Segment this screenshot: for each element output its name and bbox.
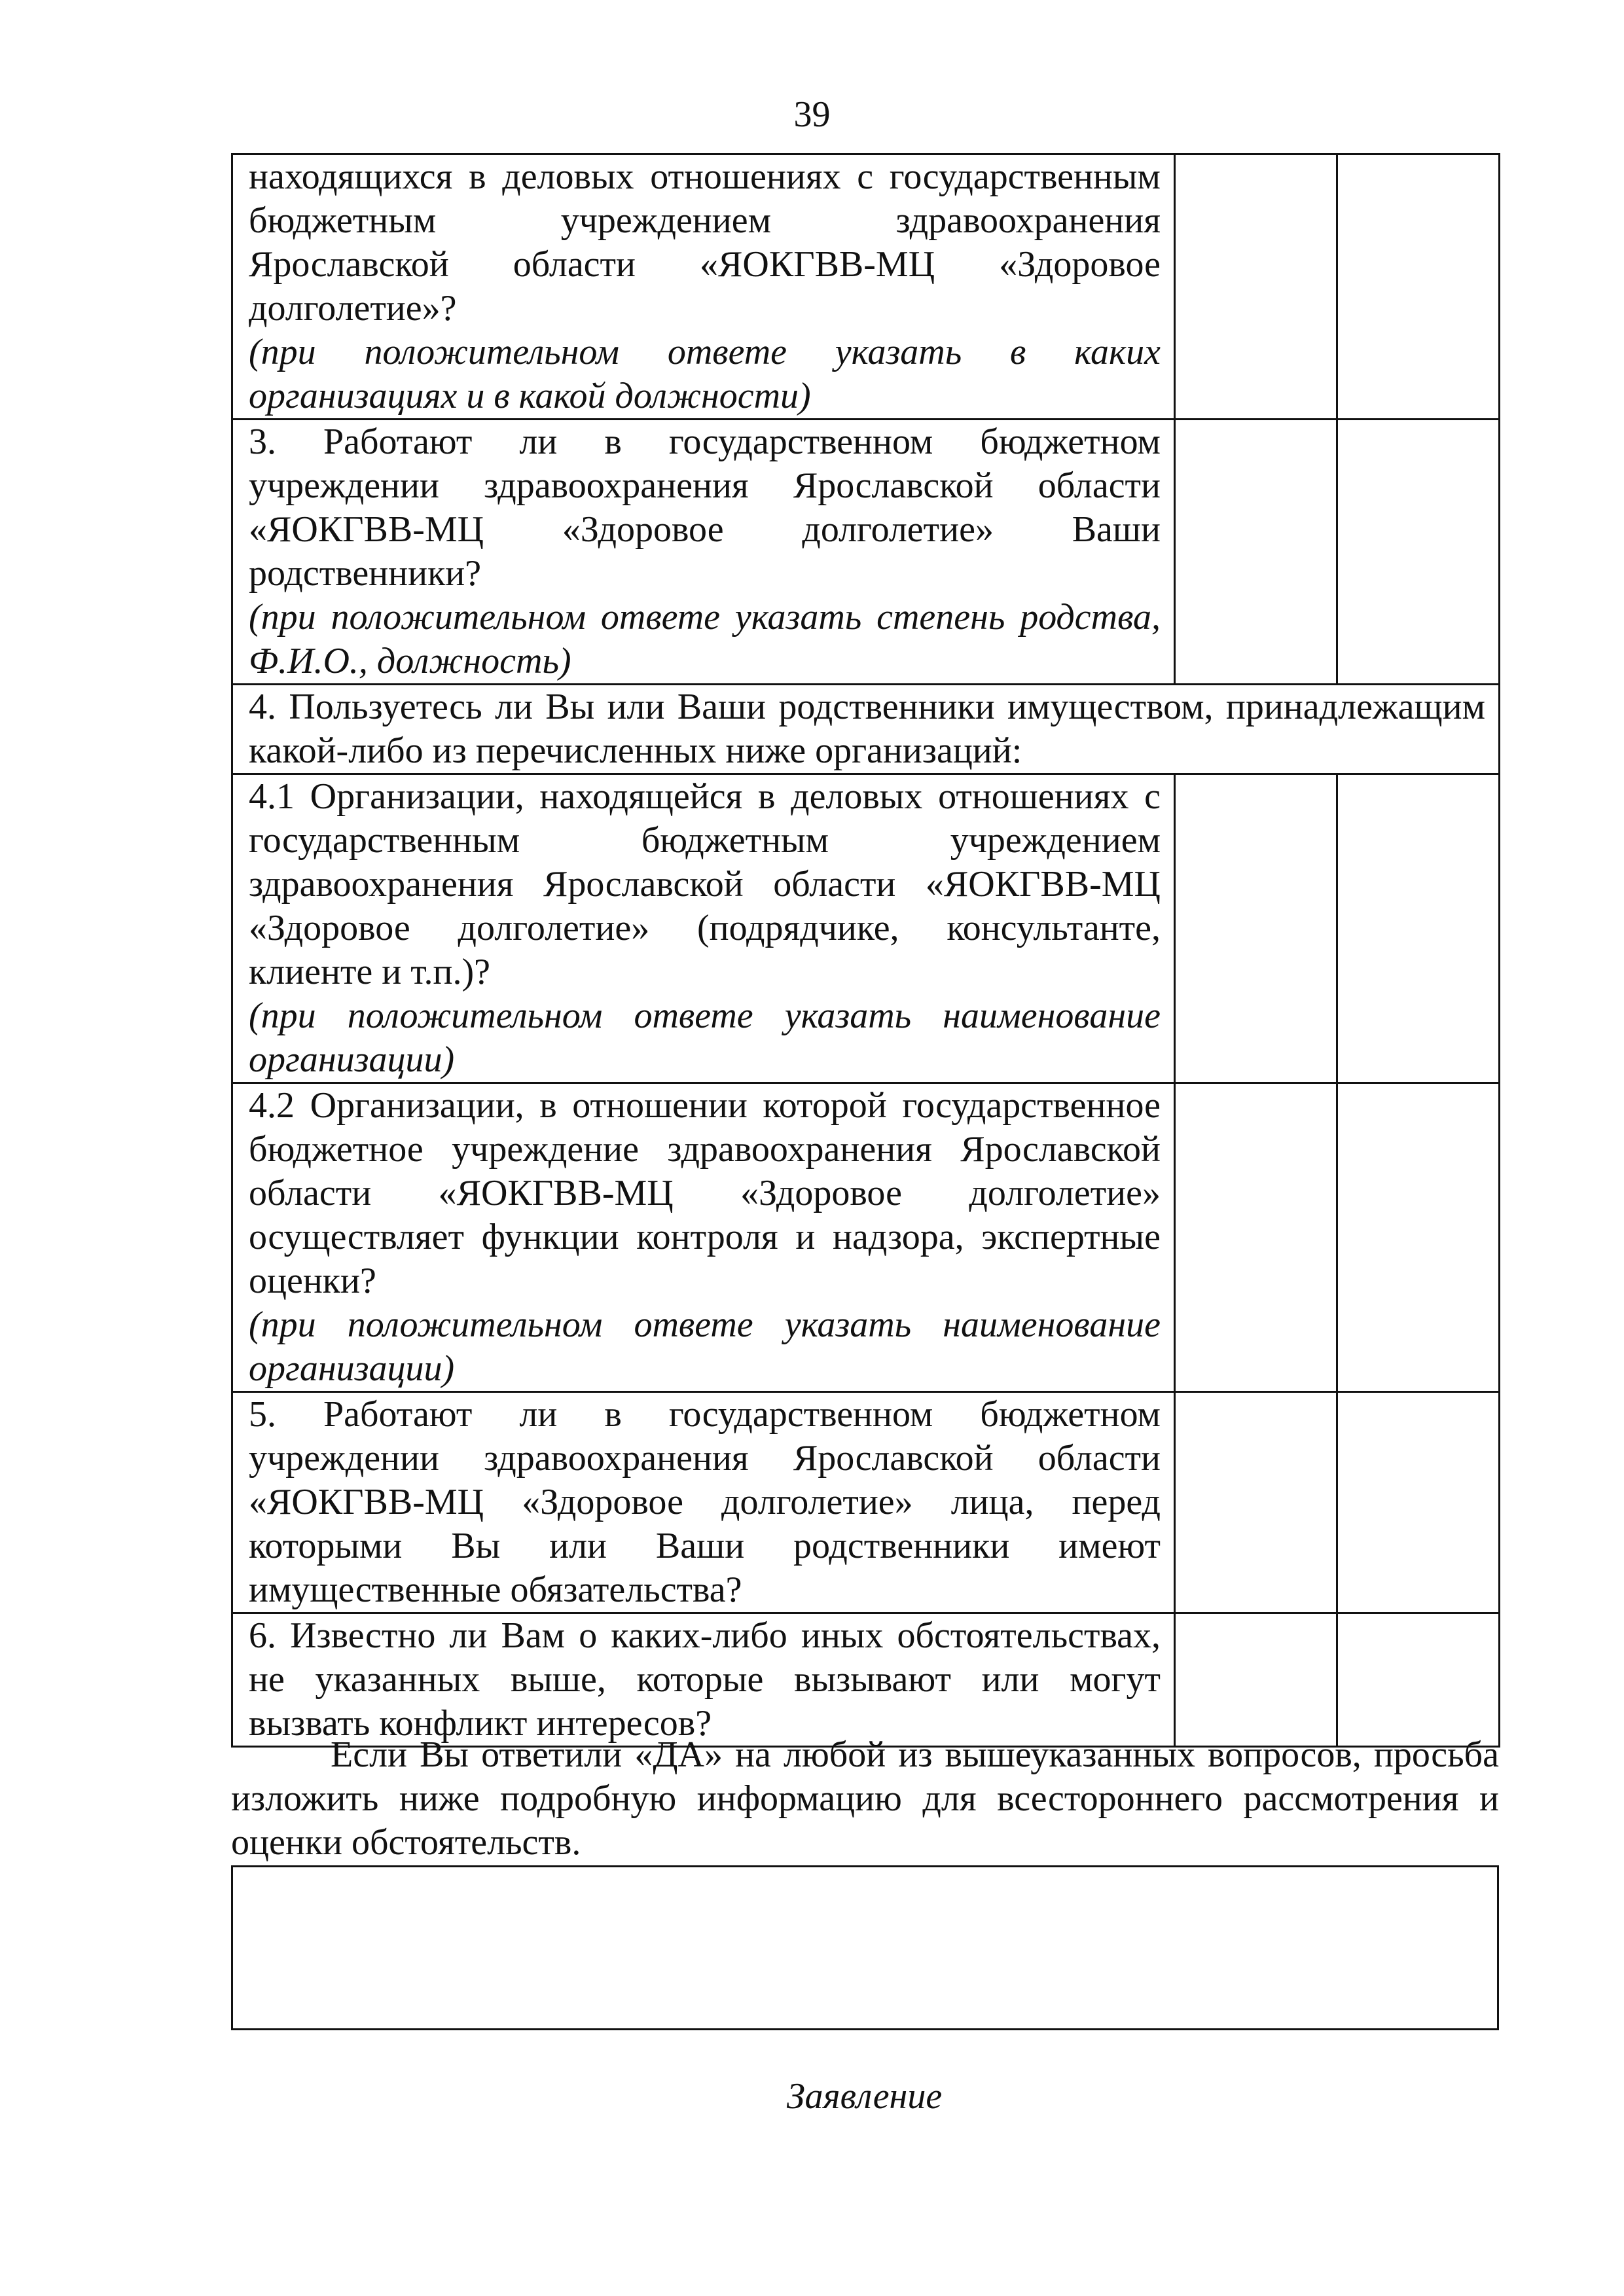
details-input-box[interactable] — [231, 1865, 1499, 2030]
question-line: учреждении здравоохранения Ярославской области — [249, 465, 1161, 506]
answer-cell-no[interactable] — [1337, 1392, 1500, 1613]
question-line: 4. Пользуетесь ли Вы или Ваши родственники имуществом, принадлежащим — [249, 687, 1485, 727]
question-line: 4.1 Организации, находящейся в деловых отношениях с — [249, 776, 1161, 817]
question-line: не указанных выше, которые вызывают или могут — [249, 1659, 1161, 1700]
question-line: 4.2 Организации, в отношении которой государственное — [249, 1085, 1161, 1126]
question-line: осуществляет функции контроля и надзора, экспертные — [249, 1217, 1161, 1257]
question-note-line: организации) — [249, 1039, 455, 1080]
question-line: 5. Работают ли в государственном бюджетном — [249, 1394, 1161, 1435]
question-cell — [232, 1392, 1175, 1613]
question-line: 6. Известно ли Вам о каких-либо иных обстоятельствах, — [249, 1615, 1161, 1656]
question-cell — [232, 1613, 1175, 1747]
question-note-line: организациях и в какой должности) — [249, 376, 811, 416]
instruction-paragraph — [231, 1733, 1499, 1865]
paragraph-line: Если Вы ответили «ДА» на любой из вышеуказанных вопросов, просьба — [331, 1734, 1499, 1775]
question-cell — [232, 685, 1500, 774]
question-line: «ЯОКГВВ-МЦ «Здоровое долголетие» лица, перед — [249, 1482, 1161, 1522]
question-line: 3. Работают ли в государственном бюджетном — [249, 422, 1161, 462]
table-row — [232, 774, 1500, 1083]
answer-cell-yes[interactable] — [1175, 1083, 1337, 1392]
question-line: имущественные обязательства? — [249, 1570, 742, 1610]
closing-title: Заявление — [786, 2076, 943, 2117]
question-line: бюджетным учреждением здравоохранения — [249, 200, 1161, 241]
answer-cell-no[interactable] — [1337, 154, 1500, 420]
answer-cell-yes[interactable] — [1175, 774, 1337, 1083]
answer-cell-yes[interactable] — [1175, 1613, 1337, 1747]
question-note-line: (при положительном ответе указать в каких — [249, 332, 1161, 372]
question-note-line: организации) — [249, 1348, 455, 1389]
question-note-line: Ф.И.О., должность) — [249, 641, 571, 681]
question-cell — [232, 774, 1175, 1083]
table-row — [232, 154, 1500, 420]
question-line: которыми Вы или Ваши родственники имеют — [249, 1526, 1161, 1566]
table-row — [232, 1613, 1500, 1747]
question-line: Ярославской области «ЯОКГВВ-МЦ «Здоровое — [249, 244, 1161, 285]
question-line: клиенте и т.п.)? — [249, 952, 490, 992]
question-line: находящихся в деловых отношениях с государственным — [249, 156, 1161, 197]
question-line: государственным бюджетным учреждением — [249, 820, 1161, 861]
question-line: «ЯОКГВВ-МЦ «Здоровое долголетие» Ваши — [249, 509, 1161, 550]
table-row — [232, 1392, 1500, 1613]
question-line: здравоохранения Ярославской области «ЯОКГВВ-МЦ — [249, 864, 1161, 905]
table-row-full-width — [232, 685, 1500, 774]
question-line: области «ЯОКГВВ-МЦ «Здоровое долголетие» — [249, 1173, 1161, 1213]
question-line: родственники? — [249, 553, 482, 594]
question-note-line: (при положительном ответе указать наименование — [249, 996, 1161, 1036]
answer-cell-yes[interactable] — [1175, 154, 1337, 420]
answer-cell-yes[interactable] — [1175, 1392, 1337, 1613]
question-line: учреждении здравоохранения Ярославской области — [249, 1438, 1161, 1479]
answer-cell-yes[interactable] — [1175, 420, 1337, 685]
table-row — [232, 1083, 1500, 1392]
answer-cell-no[interactable] — [1337, 1083, 1500, 1392]
paragraph-line: изложить ниже подробную информацию для всестороннего рассмотрения и — [231, 1778, 1499, 1819]
page-number: 39 — [793, 94, 831, 135]
answer-cell-no[interactable] — [1337, 1613, 1500, 1747]
answer-cell-no[interactable] — [1337, 420, 1500, 685]
question-line: вызвать конфликт интересов? — [249, 1703, 712, 1744]
answer-cell-no[interactable] — [1337, 774, 1500, 1083]
question-line: «Здоровое долголетие» (подрядчике, консультанте, — [249, 908, 1161, 948]
question-cell — [232, 420, 1175, 685]
question-line: какой-либо из перечисленных ниже организаций: — [249, 730, 1022, 771]
question-line: бюджетное учреждение здравоохранения Ярославской — [249, 1129, 1161, 1170]
question-note-line: (при положительном ответе указать наименование — [249, 1304, 1161, 1345]
table-row — [232, 420, 1500, 685]
paragraph-line: оценки обстоятельств. — [231, 1822, 581, 1863]
question-cell — [232, 154, 1175, 420]
conflict-questionnaire-table — [231, 153, 1500, 1748]
question-line: оценки? — [249, 1261, 376, 1301]
question-note-line: (при положительном ответе указать степень родства, — [249, 597, 1161, 637]
question-line: долголетие»? — [249, 288, 457, 329]
question-cell — [232, 1083, 1175, 1392]
